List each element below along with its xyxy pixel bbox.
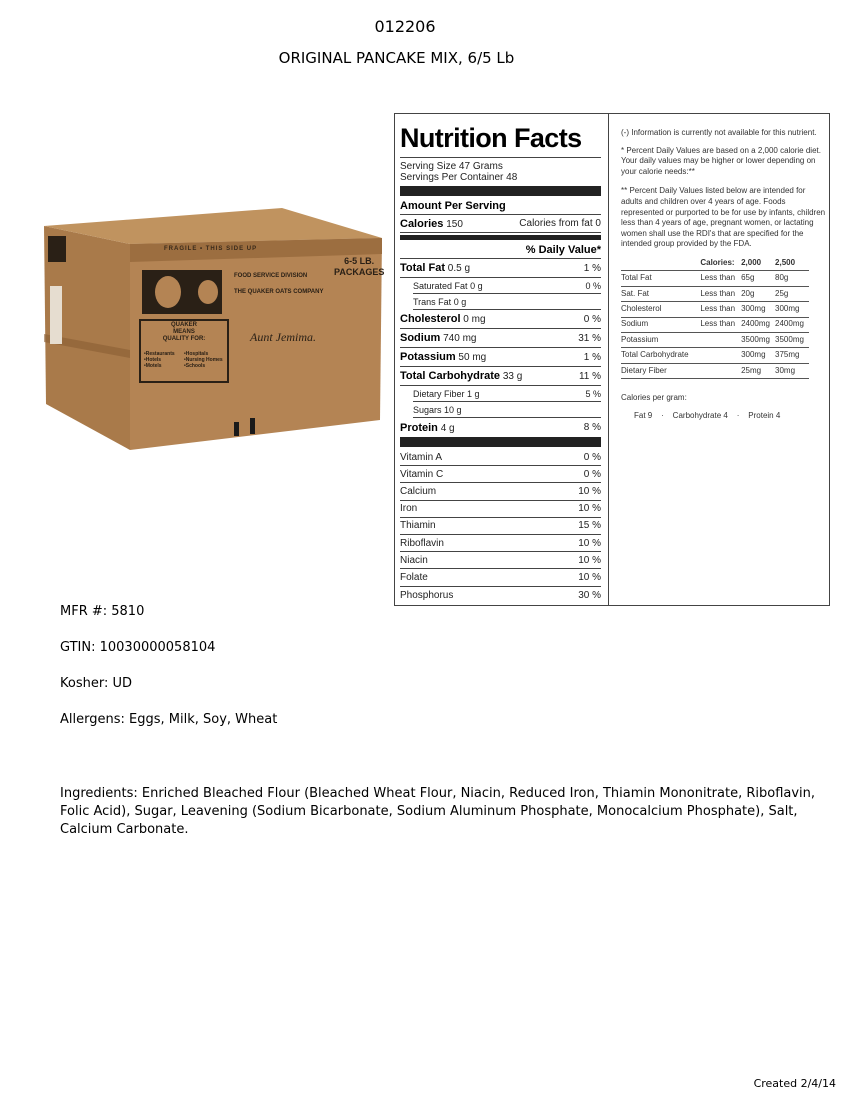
dv-table-cell: 25g: [775, 286, 809, 301]
dv-table-cell: 25mg: [741, 363, 775, 378]
nutrient-amount: 0.5 g: [447, 263, 471, 274]
box-quality-list-left: •Restaurants •Hotels •Motels: [144, 351, 175, 369]
dv-table-row: [621, 317, 809, 332]
dv-table-cell: 300mg: [741, 302, 775, 317]
nutrient-name: Cholesterol: [400, 313, 461, 325]
vitamin-name: Niacin: [400, 554, 428, 566]
gtin: GTIN: 10030000058104: [60, 640, 216, 655]
dv-table-cell: 30mg: [775, 363, 809, 378]
amount-per-serving-row: [400, 198, 601, 215]
box-packages: 6-5 LB. PACKAGES: [334, 256, 385, 277]
thick-rule-2: [400, 437, 601, 447]
ingredients: Ingredients: Enriched Bleached Flour (Bleached Wheat Flour, Niacin, Reduced Iron, Thiamin Mononitrate, Riboflavin, Folic Acid), Sugar, Leavening (Sodium Bicarbonate, Sodium Aluminum Phosphate, Monocalcium Phosphate), Salt, Calcium Carbonate.: [60, 786, 816, 837]
calories-from-fat: Calories from fat 0: [519, 218, 601, 229]
dv-table-cell: Total Fat: [621, 271, 700, 286]
dv-table-cell: [700, 332, 741, 347]
nutrition-title: Nutrition Facts: [400, 123, 582, 153]
nutrient-row: [400, 348, 601, 367]
panel-divider: [608, 114, 609, 605]
calories-row: [400, 215, 601, 233]
dv-table-cell: Less than: [700, 271, 741, 286]
box-quality-list-right: •Hospitals •Nursing Homes •Schools: [184, 351, 223, 369]
dv-table-header: [621, 256, 809, 271]
nutrient-row: [413, 294, 601, 310]
note-percent-dv: * Percent Daily Values are based on a 2,000 calorie diet. Your daily values may be higher or lower depending on your calorie needs:**: [621, 145, 821, 176]
serving-size: Serving Size 47 Grams: [400, 161, 503, 172]
dv-table-cell: Potassium: [621, 332, 700, 347]
nutrient-amount: 740 mg: [443, 333, 477, 344]
dv-table-cell: Less than: [700, 317, 741, 332]
nutrient-name: Potassium: [400, 351, 456, 363]
vitamin-dv: 10 %: [578, 571, 601, 583]
daily-value-header-row: [400, 242, 601, 259]
dv-table-header-cell: [621, 256, 700, 271]
vitamin-name: Calcium: [400, 485, 437, 497]
dv-table-cell: Total Carbohydrate: [621, 348, 700, 363]
dv-table-header-cell: 2,000: [741, 256, 775, 271]
vitamin-name: Thiamin: [400, 520, 436, 532]
thick-rule: [400, 186, 601, 196]
mfr-number: MFR #: 5810: [60, 604, 145, 619]
nutrient-name: Total Carbohydrate: [400, 370, 501, 382]
dv-table-cell: Sat. Fat: [621, 286, 700, 301]
dv-table-cell: Dietary Fiber: [621, 363, 700, 378]
note-not-available: (-) Information is currently not available for this nutrient.: [621, 128, 817, 137]
nutrient-name: Sodium: [400, 332, 441, 344]
daily-values-table: [621, 256, 809, 379]
vitamin-name: Phosphorus: [400, 589, 454, 601]
nutrient-dv: 1 %: [583, 351, 601, 363]
nutrient-row: [400, 259, 601, 278]
nutrient-amount: 0 g: [470, 280, 483, 291]
vitamin-row: [400, 587, 601, 604]
dv-table-header-cell: 2,500: [775, 256, 809, 271]
nutrient-dv: 0 %: [585, 280, 601, 291]
nutrient-row: [413, 386, 601, 402]
box-division-text: [234, 264, 323, 304]
vitamin-dv: 10 %: [578, 485, 601, 497]
nutrient-dv: 0 %: [583, 313, 601, 325]
calories-per-gram: Fat 9 · Carbohydrate 4 · Protein 4: [634, 410, 781, 420]
box-company: THE QUAKER OATS COMPANY: [234, 289, 324, 295]
nutrient-dv: 8 %: [583, 422, 601, 433]
nutrient-dv: 5 %: [585, 388, 601, 399]
nutrient-amount: 0 mg: [463, 314, 486, 325]
dv-table-cell: 20g: [741, 286, 775, 301]
vitamin-name: Riboflavin: [400, 537, 444, 549]
created-date: Created 2/4/14: [753, 1077, 836, 1090]
dv-table-cell: 300mg: [741, 348, 775, 363]
medium-rule: [400, 235, 601, 240]
nutrient-dv: 31 %: [578, 332, 601, 344]
kosher: Kosher: UD: [60, 676, 132, 691]
dv-table-row: [621, 363, 809, 378]
dv-table-row: [621, 271, 809, 286]
vitamin-row: [400, 466, 601, 483]
item-title: ORIGINAL PANCAKE MIX, 6/5 Lb: [278, 49, 515, 67]
dv-table-cell: 65g: [741, 271, 775, 286]
nutrition-label: [400, 120, 601, 604]
box-fragile: FRAGILE • THIS SIDE UP: [164, 246, 258, 252]
dv-table-cell: Cholesterol: [621, 302, 700, 317]
vitamin-row: [400, 501, 601, 518]
nutrient-amount: 10 g: [444, 404, 462, 415]
nutrient-name: Saturated Fat: [413, 280, 468, 291]
vitamin-row: [400, 483, 601, 500]
vitamin-list: [400, 449, 601, 604]
nutrient-row: [400, 418, 601, 437]
vitamin-dv: 0 %: [583, 468, 601, 480]
nutrient-row: [400, 310, 601, 329]
dv-table-cell: [700, 363, 741, 378]
vitamin-row: [400, 552, 601, 569]
nutrient-row: [413, 402, 601, 418]
vitamin-name: Folate: [400, 571, 428, 583]
dv-table-cell: Sodium: [621, 317, 700, 332]
nutrient-dv: 1 %: [583, 262, 601, 274]
vitamin-dv: 30 %: [578, 589, 601, 601]
nutrient-amount: 0 g: [453, 296, 467, 307]
dv-table-row: [621, 286, 809, 301]
nutrient-amount: 33 g: [502, 371, 523, 382]
vitamin-name: Iron: [400, 503, 418, 515]
nutrient-amount: 50 mg: [458, 352, 487, 363]
vitamin-dv: 10 %: [578, 503, 601, 515]
dv-table-cell: 300mg: [775, 302, 809, 317]
nutrient-amount: 1 g: [467, 388, 480, 399]
vitamin-dv: 10 %: [578, 554, 601, 566]
nutrient-name: Trans Fat: [413, 296, 452, 307]
dv-table-cell: Less than: [700, 302, 741, 317]
nutrient-row: [400, 367, 601, 386]
servings-per-container: Servings Per Container 48: [400, 172, 518, 183]
box-brand: Aunt Jemima.: [250, 330, 316, 344]
vitamin-row: [400, 449, 601, 466]
nutrient-row: [400, 329, 601, 348]
vitamin-row: [400, 535, 601, 552]
vitamin-dv: 10 %: [578, 537, 601, 549]
vitamin-row: [400, 569, 601, 586]
nutrient-amount: 4 g: [440, 422, 455, 434]
daily-value-header: % Daily Value*: [525, 244, 601, 256]
dv-table-row: [621, 302, 809, 317]
item-code: 012206: [374, 17, 436, 36]
calories-per-gram-label: Calories per gram:: [621, 393, 687, 403]
calories-label: Calories: [400, 217, 444, 230]
box-division: FOOD SERVICE DIVISION: [234, 273, 308, 279]
nutrient-list: [400, 259, 601, 437]
dv-table-cell: 3500mg: [741, 332, 775, 347]
nutrient-name: Dietary Fiber: [413, 388, 465, 399]
dv-table-cell: 375mg: [775, 348, 809, 363]
nutrient-row: [413, 278, 601, 294]
dv-table-cell: 80g: [775, 271, 809, 286]
nutrition-notes: [621, 128, 827, 421]
nutrient-name: Protein: [400, 421, 438, 434]
dv-table-cell: Less than: [700, 286, 741, 301]
vitamin-row: [400, 518, 601, 535]
nutrient-name: Sugars: [413, 404, 442, 415]
vitamin-name: Vitamin A: [400, 451, 443, 463]
calories-value: 150: [446, 218, 463, 230]
nutrition-facts-panel: [394, 113, 830, 606]
nutrient-name: Total Fat: [400, 262, 446, 274]
dv-table-header-cell: Calories:: [700, 256, 741, 271]
allergens: Allergens: Eggs, Milk, Soy, Wheat: [60, 712, 278, 727]
dv-table-cell: 2400mg: [741, 317, 775, 332]
vitamin-name: Vitamin C: [400, 468, 444, 480]
nutrient-dv: 11 %: [578, 370, 601, 382]
vitamin-dv: 15 %: [578, 520, 601, 532]
dv-table-cell: [700, 348, 741, 363]
product-image: [44, 208, 385, 450]
amount-per-serving: Amount Per Serving: [400, 200, 506, 212]
vitamin-dv: 0 %: [583, 451, 601, 463]
dv-table-row: [621, 332, 809, 347]
dv-table-row: [621, 348, 809, 363]
dv-table-cell: 2400mg: [775, 317, 809, 332]
note-double-star: ** Percent Daily Values listed below are intended for adults and children over 4 years of age. Foods represented or purported to be for use by infants, children less than 4 years of age, pregnant women, or lactating women shall use the RDI's that are specified for the intended group provided by the FDA.: [621, 186, 826, 249]
box-quality: QUAKER MEANS QUALITY FOR:: [162, 322, 206, 342]
dv-table-cell: 3500mg: [775, 332, 809, 347]
